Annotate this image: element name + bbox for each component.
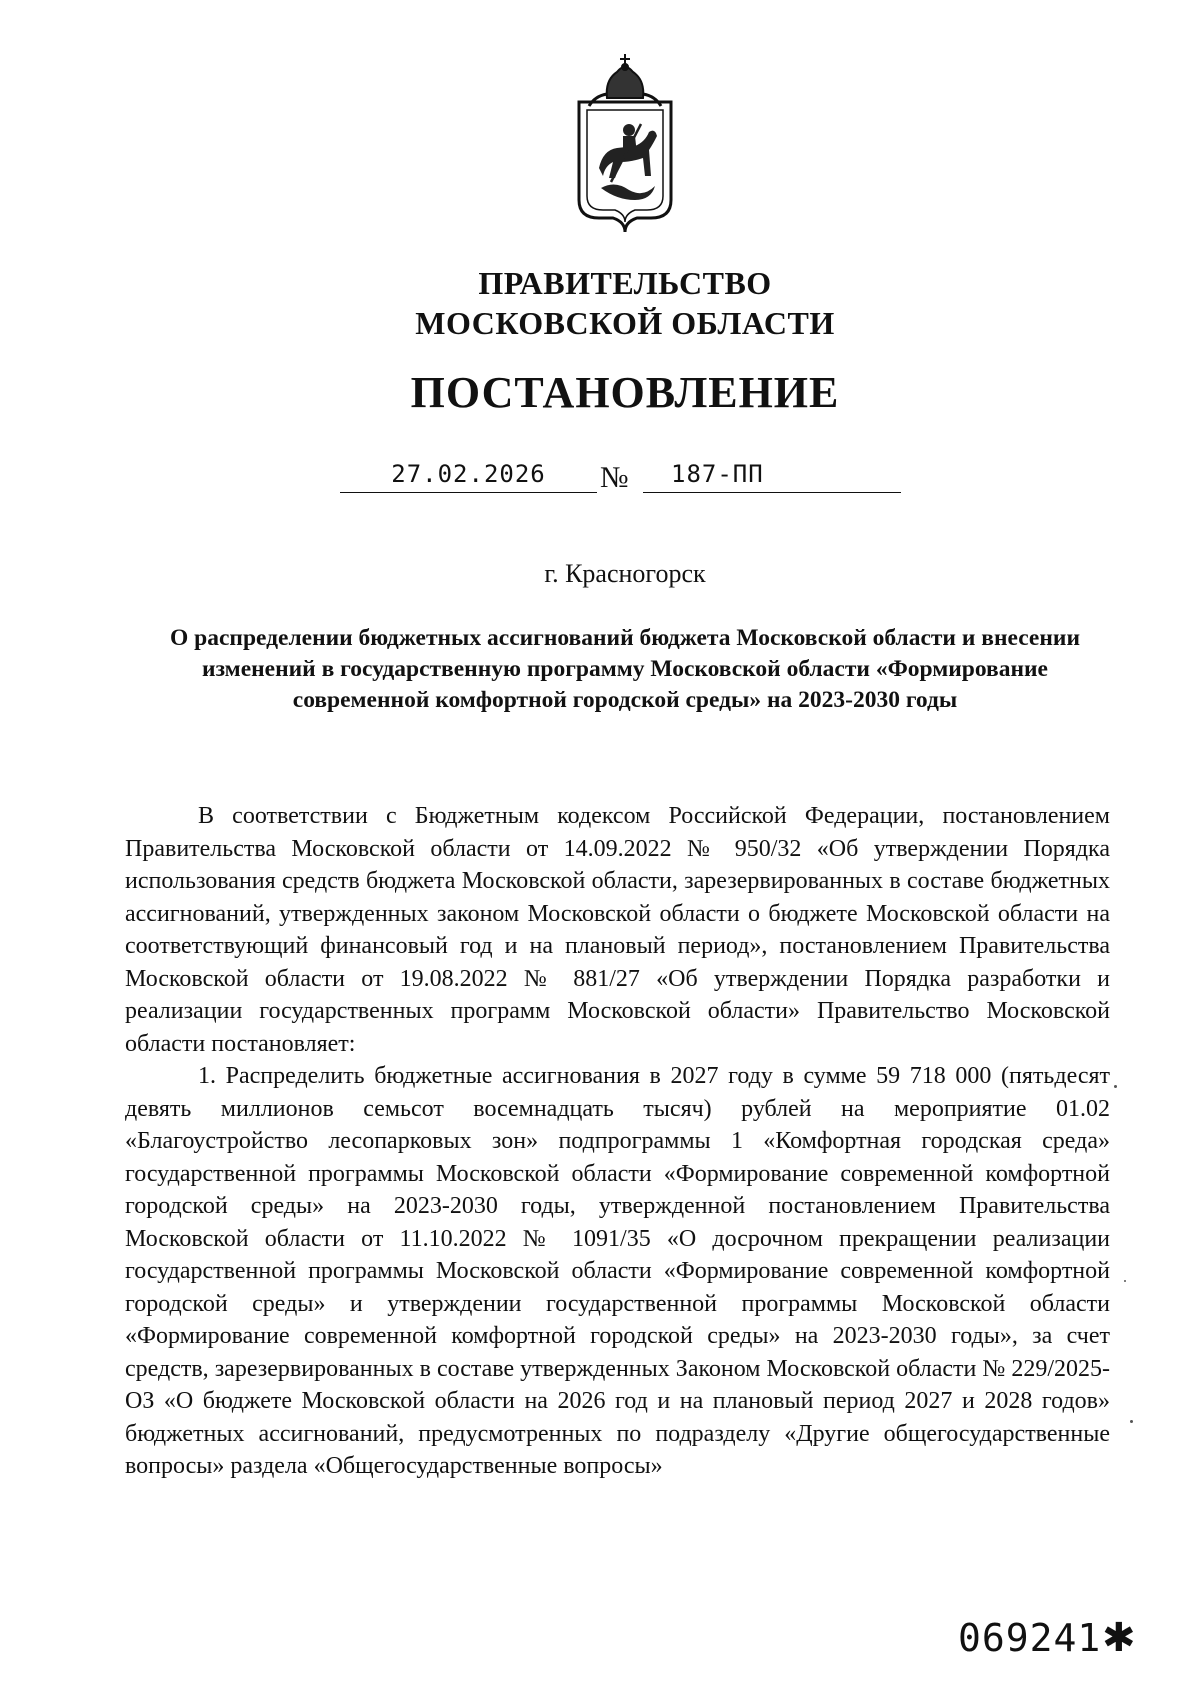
serial-stamp: 069241 [958,1616,1102,1660]
decree-number-field [643,456,901,493]
item-1-paragraph: 1. Распределить бюджетные ассигнования в 2027 году в сумме 59 718 000 (пятьдесят девять миллионов семьсот восемнадцать тысяч) рублей на мероприятие 01.02 «Благоустройство лесопарковых зон» подпрограммы 1 «Комфортная городская среда» государственной программы Московской области «Формирование современной комфортной городской среды» на 2023-2030 годы, утвержденной постановлением Правительства Московской области от 11.10.2022 № 1091/35 «О досрочном прекращении реализации государственной программы Московской области «Формирование современной комфортной городской среды» и утверждении государственной программы Московской области «Формирование современной комфортной городской среды» на 2023-2030 годы», за счет средств, зарезервированных в составе утвержденных Законом Московской области № 229/2025-ОЗ «О бюджете Московской области на 2026 год и на плановый период 2027 и 2028 годов» бюджетных ассигнований, предусмотренных по подразделу «Другие общегосударственные вопросы» раздела «Общегосударственные вопросы» [125,1063,1110,1479]
decree-date-field: 27.02.2026 [340,456,597,493]
decree-subject: О распределении бюджетных ассигнований бюджета Московской области и внесении изменений в государственную программу Московской области «Формирование современной комфортной городской среды» на 2023-2030 годы [170,625,1080,713]
city-name: г. Красногорск [544,559,706,588]
coat-of-arms-icon [565,50,685,235]
preamble-paragraph: В соответствии с Бюджетным кодексом Российской Федерации, постановлением Правительства Московской области от 14.09.2022 № 950/32 «Об утверждении Порядка использования средств бюджета Московской области, зарезервированных в составе бюджетных ассигнований, утвержденных законом Московской области о бюджете Московской области на соответствующий финансовый год и на плановый период», постановлением Правительства Московской области от 19.08.2022 № 881/27 «Об утверждении Порядка разработки и реализации государственных программ Московской области» Правительство Московской области постановляет: [125,803,1110,1057]
number-sign: № [600,461,629,494]
decree-body [125,800,1110,1483]
government-title-line-1: ПРАВИТЕЛЬСТВО [478,265,772,301]
registration-row [0,456,1200,496]
scan-speck [1124,1280,1126,1282]
scan-speck [1114,1085,1117,1088]
scan-speck [1130,1420,1133,1423]
star-icon: ✱ [1102,1615,1136,1661]
decree-number: 187-ПП [671,460,764,488]
document-type-title: ПОСТАНОВЛЕНИЕ [410,368,840,417]
government-title-line-2: МОСКОВСКОЙ ОБЛАСТИ [415,305,835,341]
